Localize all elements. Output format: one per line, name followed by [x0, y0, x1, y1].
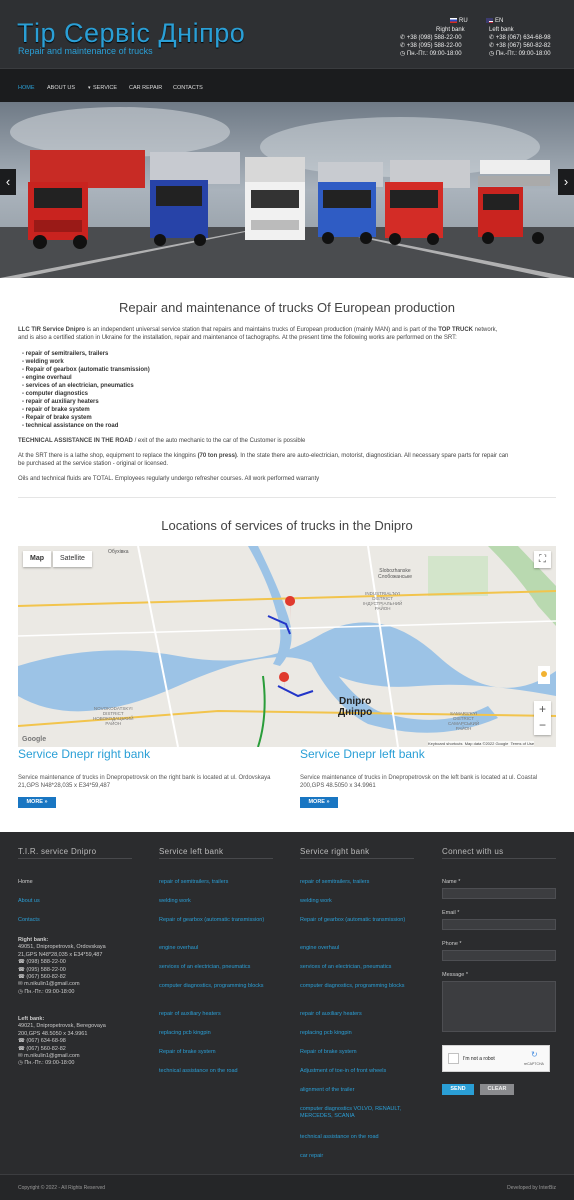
nav-home[interactable]: HOME — [18, 85, 35, 91]
list-item: - repair of semitrailers, trailers — [22, 351, 109, 357]
phone-label: Phone * — [442, 941, 462, 947]
divider — [18, 858, 132, 859]
email-field[interactable] — [442, 919, 556, 930]
trucks-photo — [0, 102, 574, 278]
footer-link-home[interactable]: Home — [18, 879, 33, 885]
phone-line[interactable]: ✆ +38 (098) 588-22-00 — [400, 35, 462, 41]
zoom-controls — [534, 701, 551, 735]
footer-col2-title: Service left bank — [159, 847, 224, 856]
footer-link[interactable]: computer diagnostics, programming blocks — [300, 983, 405, 989]
left-bank-title[interactable]: Service Dnepr left bank — [300, 747, 425, 761]
hours-line: ◷ Пн.-Пт.: 09:00-18:00 — [489, 51, 551, 57]
site-header — [0, 0, 574, 68]
right-bank-title[interactable]: Service Dnepr right bank — [18, 747, 151, 761]
footer-link[interactable]: repair of semitrailers, trailers — [159, 879, 229, 885]
map-place-label: Slobozhanske Слобожанське — [378, 568, 412, 580]
footer-col3-title: Service right bank — [300, 847, 370, 856]
section-title: Repair and maintenance of trucks Of European production — [118, 300, 456, 315]
nav-service[interactable]: SERVICE — [93, 85, 118, 91]
footer-link[interactable]: technical assistance on the road — [300, 1134, 379, 1140]
fullscreen-icon[interactable]: ⛶ — [534, 551, 551, 568]
oils-paragraph: Oils and technical fluids are TOTAL. Employees regularly undergo refresher courses. All work performed warranty — [18, 476, 320, 482]
main-navigation — [0, 68, 574, 102]
footer-link-contacts[interactable]: Contacts — [18, 917, 40, 923]
list-item: - Repair of brake system — [22, 415, 92, 421]
footer-link[interactable]: repair of auxiliary heaters — [300, 1011, 362, 1017]
clock-icon: ◷ — [489, 51, 496, 57]
right-bank-more-button[interactable]: MORE » — [18, 797, 56, 808]
developer-link[interactable]: Developed by InterBiz — [507, 1185, 556, 1191]
zoom-out-button[interactable]: − — [538, 718, 546, 732]
site-logo[interactable]: Тір Сервіс Дніпро — [17, 18, 246, 48]
list-item: - repair of brake system — [22, 407, 90, 413]
works-list — [22, 350, 150, 430]
hero-slider[interactable] — [0, 102, 574, 278]
recaptcha-widget: I'm not a robot ↻ reCAPTCHA — [442, 1045, 550, 1072]
divider — [442, 858, 556, 859]
srt-paragraph: At the SRT there is a lathe shop, equipment to replace the kingpins (70 ton press). In the state there are auto-electrician, motorist, diagnostician. All necessary spare parts for repair can be purchased at the service station - original or licensed. — [18, 453, 509, 467]
footer-link[interactable]: engine overhaul — [159, 945, 199, 951]
footer-link[interactable]: computer diagnostics, programming blocks — [159, 983, 264, 989]
nav-contacts[interactable]: CONTACTS — [173, 85, 203, 91]
footer-link[interactable]: Adjustment of toe-in of front wheels — [300, 1068, 387, 1074]
slider-next-button[interactable]: › — [558, 169, 574, 195]
map-district-label: SAMARS'KYI DISTRICT САМАРСЬКИЙ РАЙОН — [448, 711, 480, 731]
slider-prev-button[interactable]: ‹ — [0, 169, 16, 195]
footer-link[interactable]: technical assistance on the road — [159, 1068, 238, 1074]
phone-line[interactable]: ✆ +38 (067) 634-68-98 — [489, 35, 551, 41]
list-item: - technical assistance on the road — [22, 423, 119, 429]
assist-paragraph: TECHNICAL ASSISTANCE IN THE ROAD / exit of the auto mechanic to the car of the Customer is possible — [18, 438, 306, 444]
phone-field[interactable] — [442, 950, 556, 961]
footer-link[interactable]: welding work — [300, 898, 332, 904]
list-item: - engine overhaul — [22, 375, 72, 381]
hours-line: ◷ Пн.-Пт.: 09:00-18:00 — [400, 51, 462, 57]
divider — [18, 497, 556, 498]
footer-link[interactable]: replacing pcb kingpin — [300, 1030, 352, 1036]
site-tagline: Repair and maintenance of trucks — [18, 46, 153, 56]
map-city-label: Dnipro Дніпро — [338, 696, 373, 718]
map-view-tab[interactable]: Map — [23, 551, 51, 567]
phone-icon: ✆ — [400, 43, 407, 49]
name-label: Name * — [442, 879, 461, 885]
lang-en-link[interactable]: EN — [486, 17, 503, 25]
recaptcha-icon: ↻ — [531, 1050, 538, 1059]
clear-button[interactable]: CLEAR — [480, 1084, 514, 1095]
footer-link[interactable]: services of an electrician, pneumatics — [159, 964, 251, 970]
copyright-text: Copyright © 2022 - All Rights Reserved — [18, 1185, 106, 1191]
list-item: - computer diagnostics — [22, 391, 89, 397]
left-bank-text: Service maintenance of trucks in Dnepropetrovsk on the left bank is located at ul. Coastal 200,GPS 48.5050 x 34.9961 — [300, 775, 538, 789]
terms-link[interactable]: Terms of Use — [510, 741, 535, 746]
name-field[interactable] — [442, 888, 556, 899]
map-place-label: Обухівка — [108, 549, 129, 555]
usa-flag-icon — [486, 18, 493, 23]
map-district-label: NOVOKODATSKYI DISTRICT НОВОКОДАЦЬКИЙ РАЙОН — [93, 706, 134, 726]
footer-link[interactable]: Repair of gearbox (automatic transmission) — [159, 917, 265, 923]
satellite-view-tab[interactable]: Satellite — [53, 551, 92, 567]
footer-link[interactable]: repair of semitrailers, trailers — [300, 879, 370, 885]
divider — [300, 858, 414, 859]
footer-col1-title: T.I.R. service Dnipro — [18, 847, 97, 856]
locations-title: Locations of services of trucks in the Dnipro — [161, 518, 413, 533]
footer-link[interactable]: repair of auxiliary heaters — [159, 1011, 221, 1017]
copyright-bar — [0, 1174, 574, 1200]
footer-link[interactable]: car repair — [300, 1153, 324, 1159]
phone-icon: ✆ — [489, 35, 496, 41]
list-item: - repair of auxiliary heaters — [22, 399, 99, 405]
send-button[interactable]: SEND — [442, 1084, 474, 1095]
nav-car-repair[interactable]: CAR REPAIR — [129, 85, 163, 91]
lang-ru-link[interactable]: RU — [450, 17, 468, 25]
footer-col4-title: Connect with us — [442, 847, 504, 856]
left-bank-more-button[interactable]: MORE » — [300, 797, 338, 808]
right-bank-text: Service maintenance of trucks in Dnepropetrovsk on the right bank is located at ul. Ordovskaya 21,GPS N48*28,035 x E34*59,487 — [18, 775, 271, 789]
nav-about[interactable]: ABOUT US — [47, 85, 76, 91]
footer-right-bank-address: Right bank: 49051, Dnipropetrovsk, Ordovskaya 21,GPS N48*28,035 x E34*59,487 ☎ (098) 588-22-00 ☎ (095) 588-22-00 ☎ (067) 560-82-82 ✉ m.nikulin1@gmail.com ◷ Пн.-Пт.: 09:00-18:00 — [18, 937, 106, 995]
footer-link-about[interactable]: About us — [18, 898, 40, 904]
footer-link[interactable]: Repair of gearbox (automatic transmission) — [300, 917, 406, 923]
footer-link[interactable]: engine overhaul — [300, 945, 340, 951]
phone-icon: ✆ — [400, 35, 407, 41]
caret-down-icon: ▾ — [88, 85, 91, 91]
google-map[interactable] — [18, 546, 556, 747]
phone-icon: ✆ — [489, 43, 496, 49]
footer-link[interactable]: welding work — [159, 898, 191, 904]
clock-icon: ◷ — [400, 51, 407, 57]
message-field[interactable] — [442, 981, 556, 1032]
footer-link[interactable]: services of an electrician, pneumatics — [300, 964, 392, 970]
map-attribution: Keyboard shortcuts Map data ©2022 Google Terms of Use — [428, 741, 535, 746]
list-item: - welding work — [22, 359, 64, 365]
email-label: Email * — [442, 910, 460, 916]
phone-line[interactable]: ✆ +38 (095) 588-22-00 — [400, 43, 462, 49]
google-logo: Google — [22, 736, 47, 743]
right-bank-label: Right bank — [436, 27, 465, 33]
footer-link[interactable]: Repair of brake system — [159, 1049, 216, 1055]
russia-flag-icon — [450, 18, 457, 23]
footer-link[interactable]: replacing pcb kingpin — [159, 1030, 211, 1036]
list-item: - services of an electrician, pneumatics — [22, 383, 134, 389]
footer-link[interactable]: computer diagnostics VOLVO, RENAULT, MERCEDES, SCANIA — [300, 1106, 402, 1119]
message-label: Message * — [442, 972, 468, 978]
intro-paragraph: LLC TIR Service Dnipro is an independent universal service station that repairs and maintains trucks of European production (mainly MAN) and is part of the TOP TRUCK network, and is also a certified station in Ukraine for the installation, repair and maintenance of tachographs. At the present time the following works are performed on the SRT: — [18, 327, 498, 341]
phone-line[interactable]: ✆ +38 (067) 560-82-82 — [489, 43, 551, 49]
keyboard-shortcuts-link[interactable]: Keyboard shortcuts — [428, 741, 463, 746]
map-district-label: INDUSTRIAL'NYI DISTRICT ІНДУСТРІАЛЬНИЙ РАЙОН — [363, 591, 403, 611]
captcha-checkbox[interactable] — [448, 1053, 459, 1064]
divider — [159, 858, 273, 859]
footer-link[interactable]: alignment of the trailer — [300, 1087, 355, 1093]
footer-left-bank-address: Left bank: 49021, Dnipropetrovsk, Beregovaya 200,GPS 48.5050 x 34.9961 ☎ (067) 634-68-98 ☎ (067) 560-82-82 ✉ m.nikulin1@gmail.com ◷ Пн.-Пт.: 09:00-18:00 — [18, 1016, 106, 1067]
footer-link[interactable]: Repair of brake system — [300, 1049, 357, 1055]
left-bank-label: Left bank — [489, 27, 514, 33]
zoom-in-button[interactable]: + — [538, 702, 546, 716]
list-item: - Repair of gearbox (automatic transmission) — [22, 367, 150, 373]
